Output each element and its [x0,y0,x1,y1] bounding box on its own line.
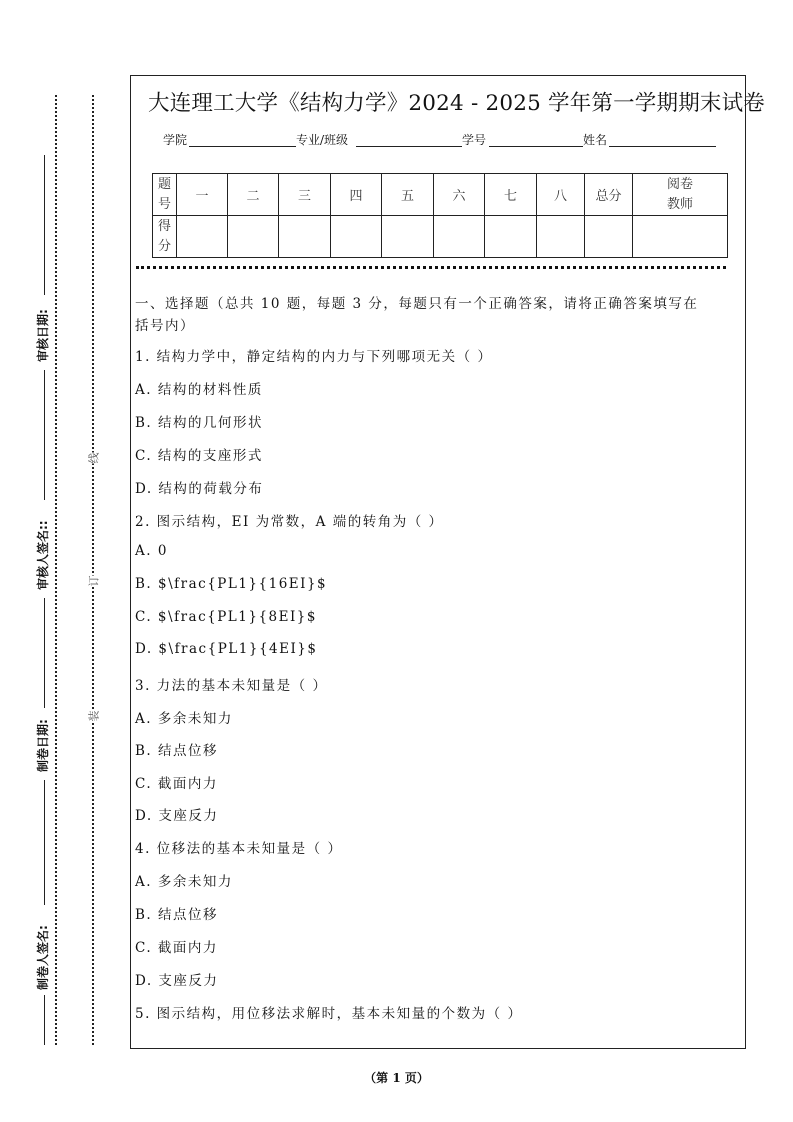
score-cell[interactable] [537,216,585,258]
question-stem: 1. 结构力学中，静定结构的内力与下列哪项无关（ ） [135,349,493,365]
col-header: 四 [331,174,382,216]
reviewer-sign-line [44,370,45,500]
answer-option: B. 结点位移 [135,907,219,923]
major-field[interactable] [356,146,462,147]
page-footer: （第 1 页） [364,1071,429,1085]
maker-sign-line-2 [44,995,45,1045]
score-cell[interactable] [279,216,331,258]
make-date-line [44,598,45,708]
answer-option: D. 支座反力 [135,973,219,989]
binding-dotted-line [92,95,94,1045]
binding-mark-line: 线 [87,452,101,464]
score-cell[interactable] [485,216,537,258]
answer-option: D. $\frac{PL1}{4EI}$ [135,641,318,657]
maker-sign-line [44,780,45,905]
student-id-field[interactable] [489,146,583,147]
answer-option: A. 多余未知力 [135,711,233,727]
col-header: 三 [279,174,331,216]
answer-option: B. $\frac{PL1}{16EI}$ [135,576,328,592]
col-header: 八 [537,174,585,216]
answer-option: B. 结构的几何形状 [135,415,264,431]
score-cell[interactable] [633,216,728,258]
make-date-label: 制卷日期: [36,719,50,772]
review-date-label: 审核日期: [36,309,50,362]
col-header: 六 [434,174,485,216]
answer-option: D. 支座反力 [135,808,219,824]
col-header: 五 [382,174,434,216]
exam-title: 大连理工大学《结构力学》2024 - 2025 学年第一学期期末试卷 [148,91,766,116]
section-heading: 括号内） [135,318,195,334]
score-cell[interactable] [585,216,633,258]
col-header: 七 [485,174,537,216]
reviewer-sign-label: 审核人签名:: [36,520,50,590]
answer-option: B. 结点位移 [135,743,219,759]
question-stem: 4. 位移法的基本未知量是（ ） [135,841,343,857]
name-field[interactable] [609,146,716,147]
answer-option: C. $\frac{PL1}{8EI}$ [135,609,317,625]
major-label: 专业/班级 [296,133,349,147]
college-field[interactable] [189,146,296,147]
name-label: 姓名 [583,133,608,147]
score-cell[interactable] [382,216,434,258]
section-heading: 一、选择题（总共 10 题，每题 3 分，每题只有一个正确答案，请将正确答案填写在 [135,296,699,312]
answer-option: D. 结构的荷载分布 [135,481,264,497]
question-stem: 3. 力法的基本未知量是（ ） [135,678,328,694]
question-stem: 2. 图示结构，EI 为常数，A 端的转角为（ ） [135,514,444,530]
answer-option: A. 结构的材料性质 [135,382,263,398]
answer-option: C. 截面内力 [135,940,218,956]
score-table [152,173,728,258]
col-header: 二 [228,174,279,216]
score-cell[interactable] [434,216,485,258]
question-stem: 5. 图示结构，用位移法求解时，基本未知量的个数为（ ） [135,1006,523,1022]
maker-sign-label: 制卷人签名: [36,925,50,990]
separator-dots [136,266,726,269]
review-date-line [44,155,45,295]
score-cell[interactable] [228,216,279,258]
college-label: 学院 [163,133,188,147]
score-cell[interactable] [177,216,228,258]
student-id-label: 学号 [462,133,487,147]
row-label-score: 得分 [153,216,177,258]
answer-option: A. 多余未知力 [135,874,233,890]
col-header: 阅卷教师 [633,174,728,216]
outer-dotted-line [55,95,57,1045]
binding-mark-install: 装 [87,710,101,722]
col-header: 总分 [585,174,633,216]
answer-option: C. 截面内力 [135,776,218,792]
row-label-question: 题号 [153,174,177,216]
score-cell[interactable] [331,216,382,258]
answer-option: C. 结构的支座形式 [135,448,263,464]
answer-option: A. 0 [135,543,168,559]
binding-mark-order: 订 [87,575,101,587]
col-header: 一 [177,174,228,216]
